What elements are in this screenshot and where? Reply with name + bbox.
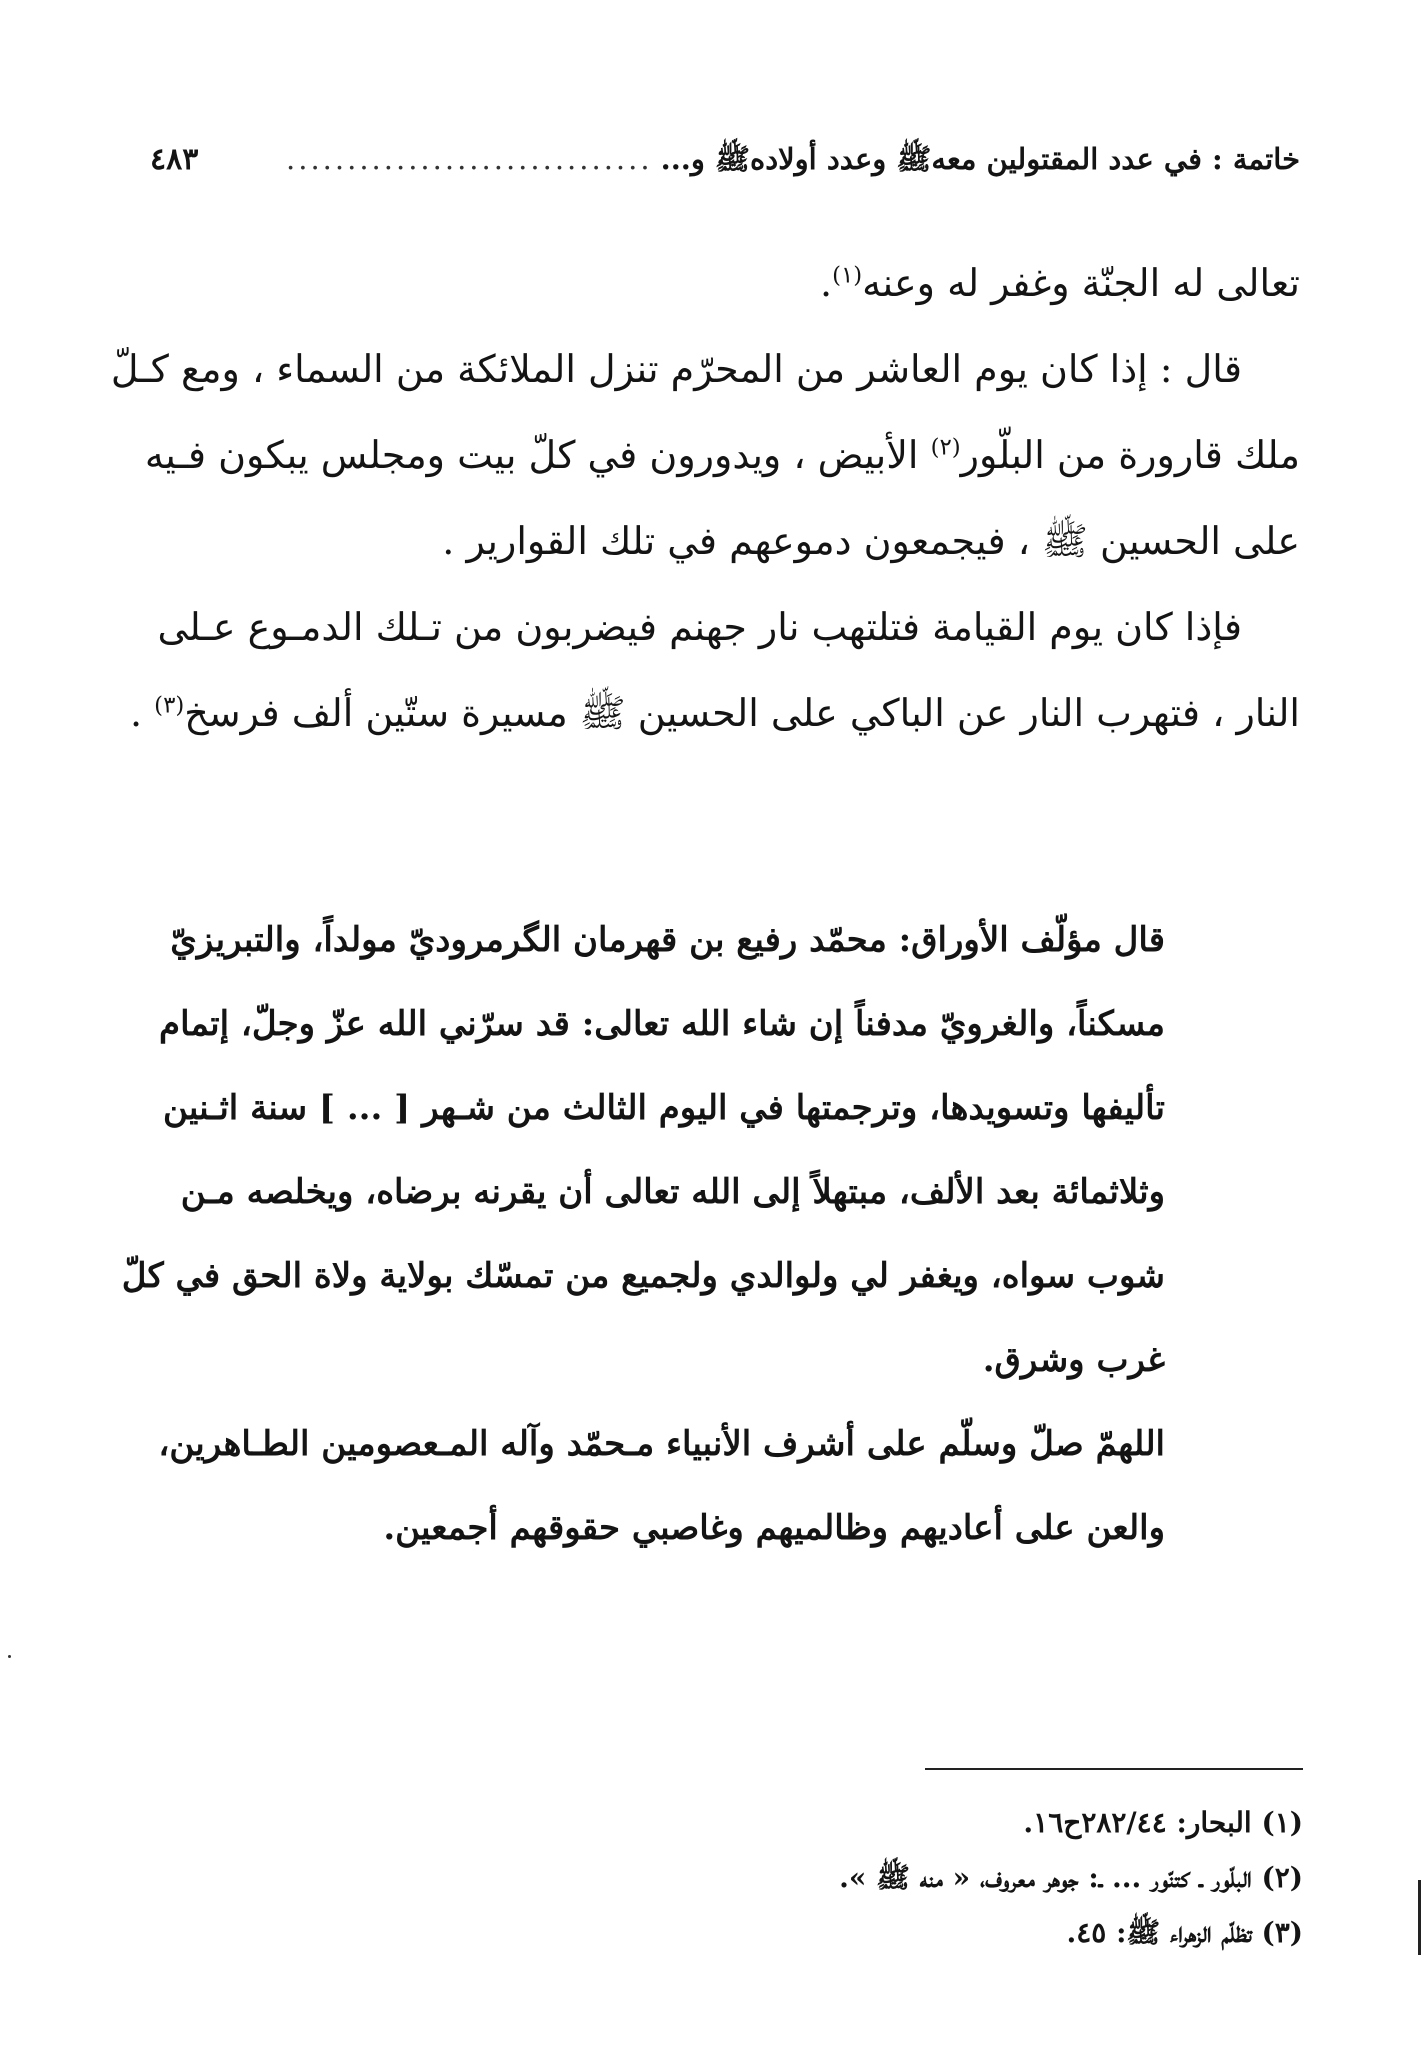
footnote-ref: (١) bbox=[832, 262, 863, 289]
dot-leader: .............................. bbox=[286, 142, 653, 176]
footnotes bbox=[600, 1795, 1303, 1960]
text-line: فإذا كان يوم القيامة فتلتهب نار جهنم فيضربون من تـلك الدمـوع عـلى bbox=[157, 605, 1242, 649]
text-line: قال : إذا كان يوم العاشر من المحرّم تنزل الملائكة من السماء ، ومع كـلّ bbox=[110, 347, 1242, 391]
footnote-item: (٢) البلّور ـ كتنّور ... ـ: جوهر معروف، « منه ﷺ ». bbox=[839, 1861, 1303, 1894]
text-line: وثلاثمائة بعد الألف، مبتهلاً إلى الله تعالى أن يقرنه برضاه، ويخلصه مـن bbox=[180, 1172, 1165, 1212]
running-header bbox=[150, 142, 1300, 192]
footnote-ref: (٣) bbox=[154, 692, 185, 719]
text-line: النار ، فتهرب النار عن الباكي على الحسين ﷺ مسيرة ستّين ألف فرسخ$^{(٣)}$ . bbox=[129, 691, 1300, 735]
text-line: على الحسين ﷺ ، فيجمعون دموعهم في تلك القوارير . bbox=[442, 519, 1300, 563]
text-line: تعالى له الجنّة وغفر له وعنه$^{(١)}$. bbox=[820, 261, 1300, 305]
footnote-item: (١) البحار: ٢٨٢/٤٤ح١٦. bbox=[1023, 1806, 1303, 1839]
footnote-ref: (٢) bbox=[930, 434, 961, 461]
running-title: خاتمة : في عدد المقتولين معه‏ﷺ وعدد أولاده‏ﷺ و... bbox=[660, 142, 1300, 176]
page-number: ٤٨٣ bbox=[150, 142, 199, 177]
text-line: قال مؤلّف الأوراق: محمّد رفيع بن قهرمان الگرمروديّ مولداً، والتبريزيّ bbox=[170, 920, 1165, 960]
scan-edge-mark bbox=[1418, 1880, 1421, 1955]
text-line: مسكناً، والغرويّ مدفناً إن شاء الله تعالى: قد سرّني الله عزّ وجلّ، إتمام bbox=[159, 1004, 1165, 1044]
text-line: شوب سواه، ويغفر لي ولوالدي ولجميع من تمسّك بولاية ولاة الحق في كلّ bbox=[121, 1256, 1165, 1296]
text-line: تأليفها وتسويدها، وترجمتها في اليوم الثالث من شـهر [ ... ] سنة اثـنين bbox=[162, 1088, 1165, 1128]
text-line: ملك قارورة من البلّور$^{(٢)}$ الأبيض ، ويدورون في كلّ بيت ومجلس يبكون فـيه bbox=[144, 433, 1300, 477]
body-text-upper bbox=[110, 240, 1300, 756]
scan-speck bbox=[8, 1655, 11, 1658]
author-colophon bbox=[121, 898, 1165, 1570]
footnote-divider bbox=[925, 1768, 1303, 1770]
text-line: اللهمّ صلّ وسلّم على أشرف الأنبياء مـحمّد وآله المـعصومين الطـاهرين، bbox=[158, 1424, 1165, 1464]
footnote-item: (٣) تظلّم الزهراء ﷺ: ٤٥. bbox=[1066, 1916, 1303, 1949]
text-line: غرب وشرق. bbox=[982, 1340, 1165, 1380]
text-line: والعن على أعاديهم وظالميهم وغاصبي حقوقهم أجمعين. bbox=[383, 1508, 1165, 1548]
